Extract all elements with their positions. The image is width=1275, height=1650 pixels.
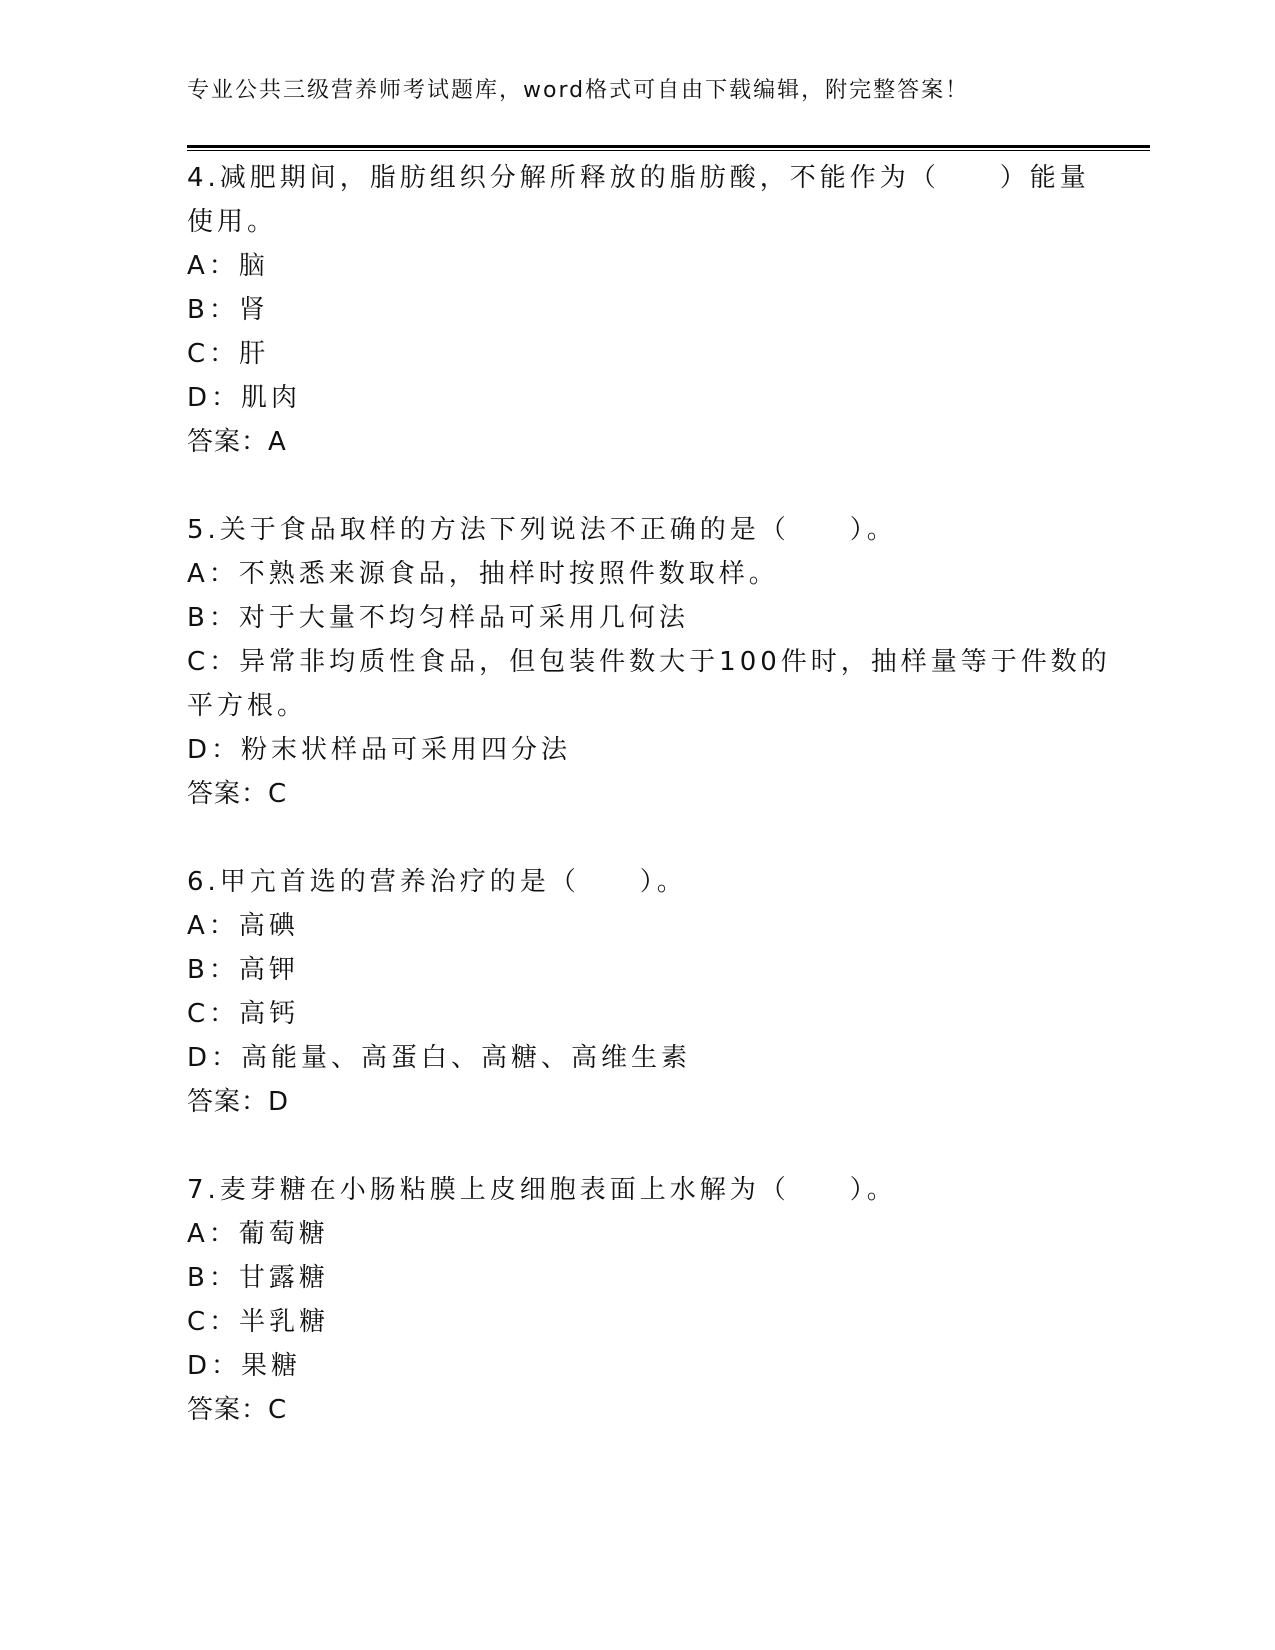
question-stem: 7.麦芽糖在小肠粘膜上皮细胞表面上水解为（ ）。	[187, 1175, 897, 1205]
option-c-continued: 平方根。	[187, 691, 308, 721]
option-b: B：甘露糖	[187, 1263, 329, 1293]
answer: 答案：C	[187, 779, 288, 809]
question-stem-continued: 使用。	[187, 207, 278, 237]
answer: 答案：D	[187, 1087, 290, 1117]
option-b: B：对于大量不均匀样品可采用几何法	[187, 603, 689, 633]
option-a: A：葡萄糖	[187, 1219, 329, 1249]
option-a: A：脑	[187, 251, 269, 281]
option-d: D：肌肉	[187, 383, 302, 413]
option-d: D：粉末状样品可采用四分法	[187, 735, 572, 765]
header-rule-thin	[187, 150, 1150, 151]
question-stem: 4.减肥期间，脂肪组织分解所释放的脂肪酸，不能作为（ ）能量	[187, 163, 1090, 193]
option-c: C：肝	[187, 339, 270, 369]
option-a: A：不熟悉来源食品，抽样时按照件数取样。	[187, 559, 779, 589]
option-c: C：高钙	[187, 999, 300, 1029]
option-d: D：果糖	[187, 1351, 302, 1381]
question-stem: 6.甲亢首选的营养治疗的是（ ）。	[187, 867, 687, 897]
option-a: A：高碘	[187, 911, 299, 941]
answer: 答案：C	[187, 1395, 288, 1425]
option-c: C：异常非均质性食品，但包装件数大于100件时，抽样量等于件数的	[187, 647, 1111, 677]
option-c: C：半乳糖	[187, 1307, 330, 1337]
header-rule-thick	[187, 145, 1150, 148]
answer: 答案：A	[187, 427, 287, 457]
option-b: B：高钾	[187, 955, 299, 985]
question-stem: 5.关于食品取样的方法下列说法不正确的是（ ）。	[187, 515, 897, 545]
option-b: B：肾	[187, 295, 269, 325]
option-d: D：高能量、高蛋白、高糖、高维生素	[187, 1043, 692, 1073]
page-header: 专业公共三级营养师考试题库，word格式可自由下载编辑，附完整答案！	[187, 78, 970, 103]
